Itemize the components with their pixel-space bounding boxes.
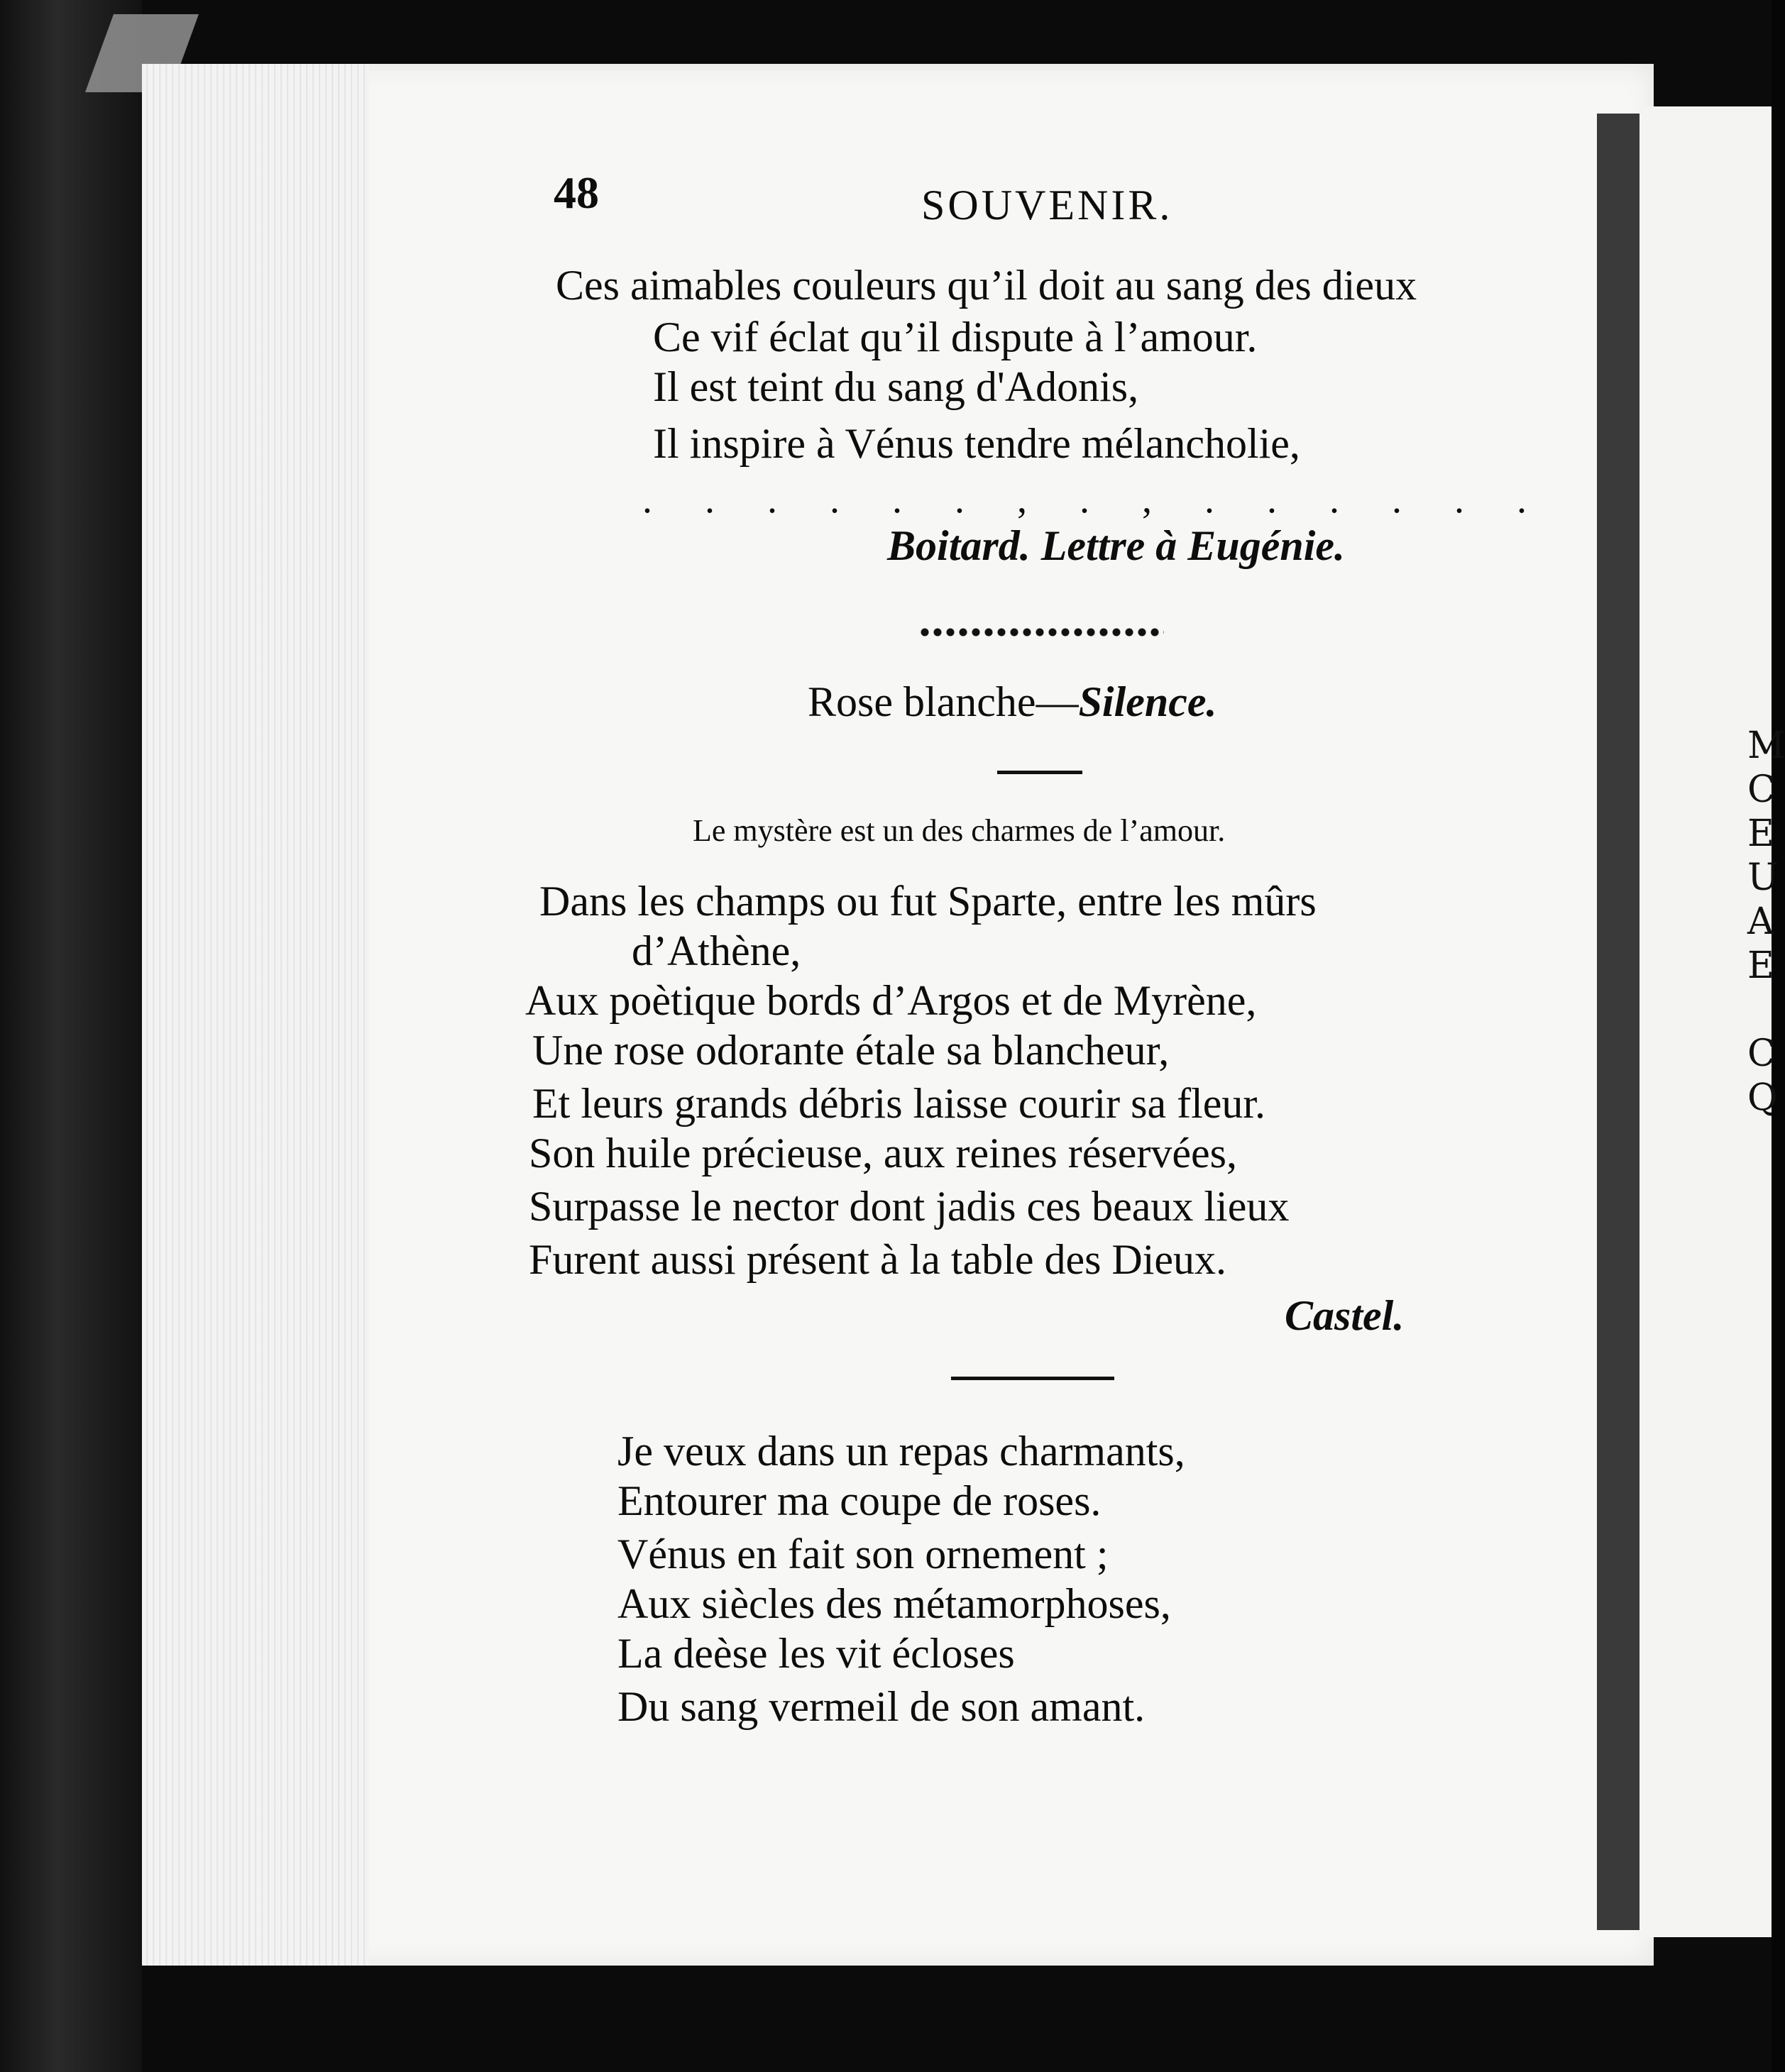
verse-line: Son huile précieuse, aux reines réservées,: [529, 1130, 1237, 1176]
verse-line: Ces aimables couleurs qu’il doit au sang des dieux: [556, 262, 1417, 309]
facing-letter: M: [1747, 724, 1785, 767]
ellipsis-dots: . . . . . . , . , . . . . . .: [642, 478, 1548, 522]
facing-letter: E: [1747, 812, 1774, 855]
running-head: SOUVENIR.: [921, 182, 1173, 228]
facing-letter: C: [1747, 1032, 1776, 1075]
verse-line: Aux poètique bords d’Argos et de Myrène,: [525, 977, 1257, 1024]
verse-line: Je veux dans un repas charmants,: [617, 1428, 1185, 1475]
verse-line: Il inspire à Vénus tendre mélancholie,: [653, 420, 1300, 467]
verse-line: Il est teint du sang d'Adonis,: [653, 363, 1139, 410]
verse-line: Du sang vermeil de son amant.: [617, 1683, 1146, 1730]
verse-line: Une rose odorante étale sa blancheur,: [532, 1027, 1170, 1074]
attribution: Castel.: [1285, 1292, 1405, 1339]
verse-line: La deèse les vit écloses: [617, 1630, 1015, 1677]
verse-line: d’Athène,: [632, 927, 801, 974]
verse-line: Furent aussi présent à la table des Dieux.: [529, 1236, 1227, 1283]
section-title: [808, 678, 1217, 727]
page-number: 48: [554, 167, 599, 218]
section-title-plain: Rose blanche—: [808, 678, 1079, 725]
short-rule: [997, 771, 1082, 774]
facing-letter: A: [1747, 900, 1774, 943]
section-title-italic: Silence.: [1078, 678, 1217, 725]
epigraph: Le mystère est un des charmes de l’amour.: [693, 813, 1226, 848]
verse-line: Et leurs grands débris laisse courir sa fleur.: [532, 1080, 1266, 1127]
facing-letter: U: [1747, 856, 1779, 899]
short-rule: [951, 1377, 1114, 1380]
verse-line: Entourer ma coupe de roses.: [617, 1477, 1102, 1524]
facing-letter: E: [1747, 944, 1774, 987]
verse-line: Aux siècles des métamorphoses,: [617, 1580, 1171, 1627]
verse-line: Vénus en fait son ornement ;: [617, 1531, 1109, 1577]
facing-letter: Q: [1747, 1076, 1778, 1119]
verse-line: Ce vif éclat qu’il dispute à l’amour.: [653, 314, 1258, 360]
verse-line: Surpasse le nector dont jadis ces beaux lieux: [529, 1183, 1290, 1230]
verse-line: Dans les champs ou fut Sparte, entre les mûrs: [539, 878, 1317, 925]
attribution: Boitard. Lettre à Eugénie.: [887, 522, 1345, 569]
ornamental-divider: [919, 624, 1164, 640]
facing-letter: C: [1747, 768, 1776, 811]
